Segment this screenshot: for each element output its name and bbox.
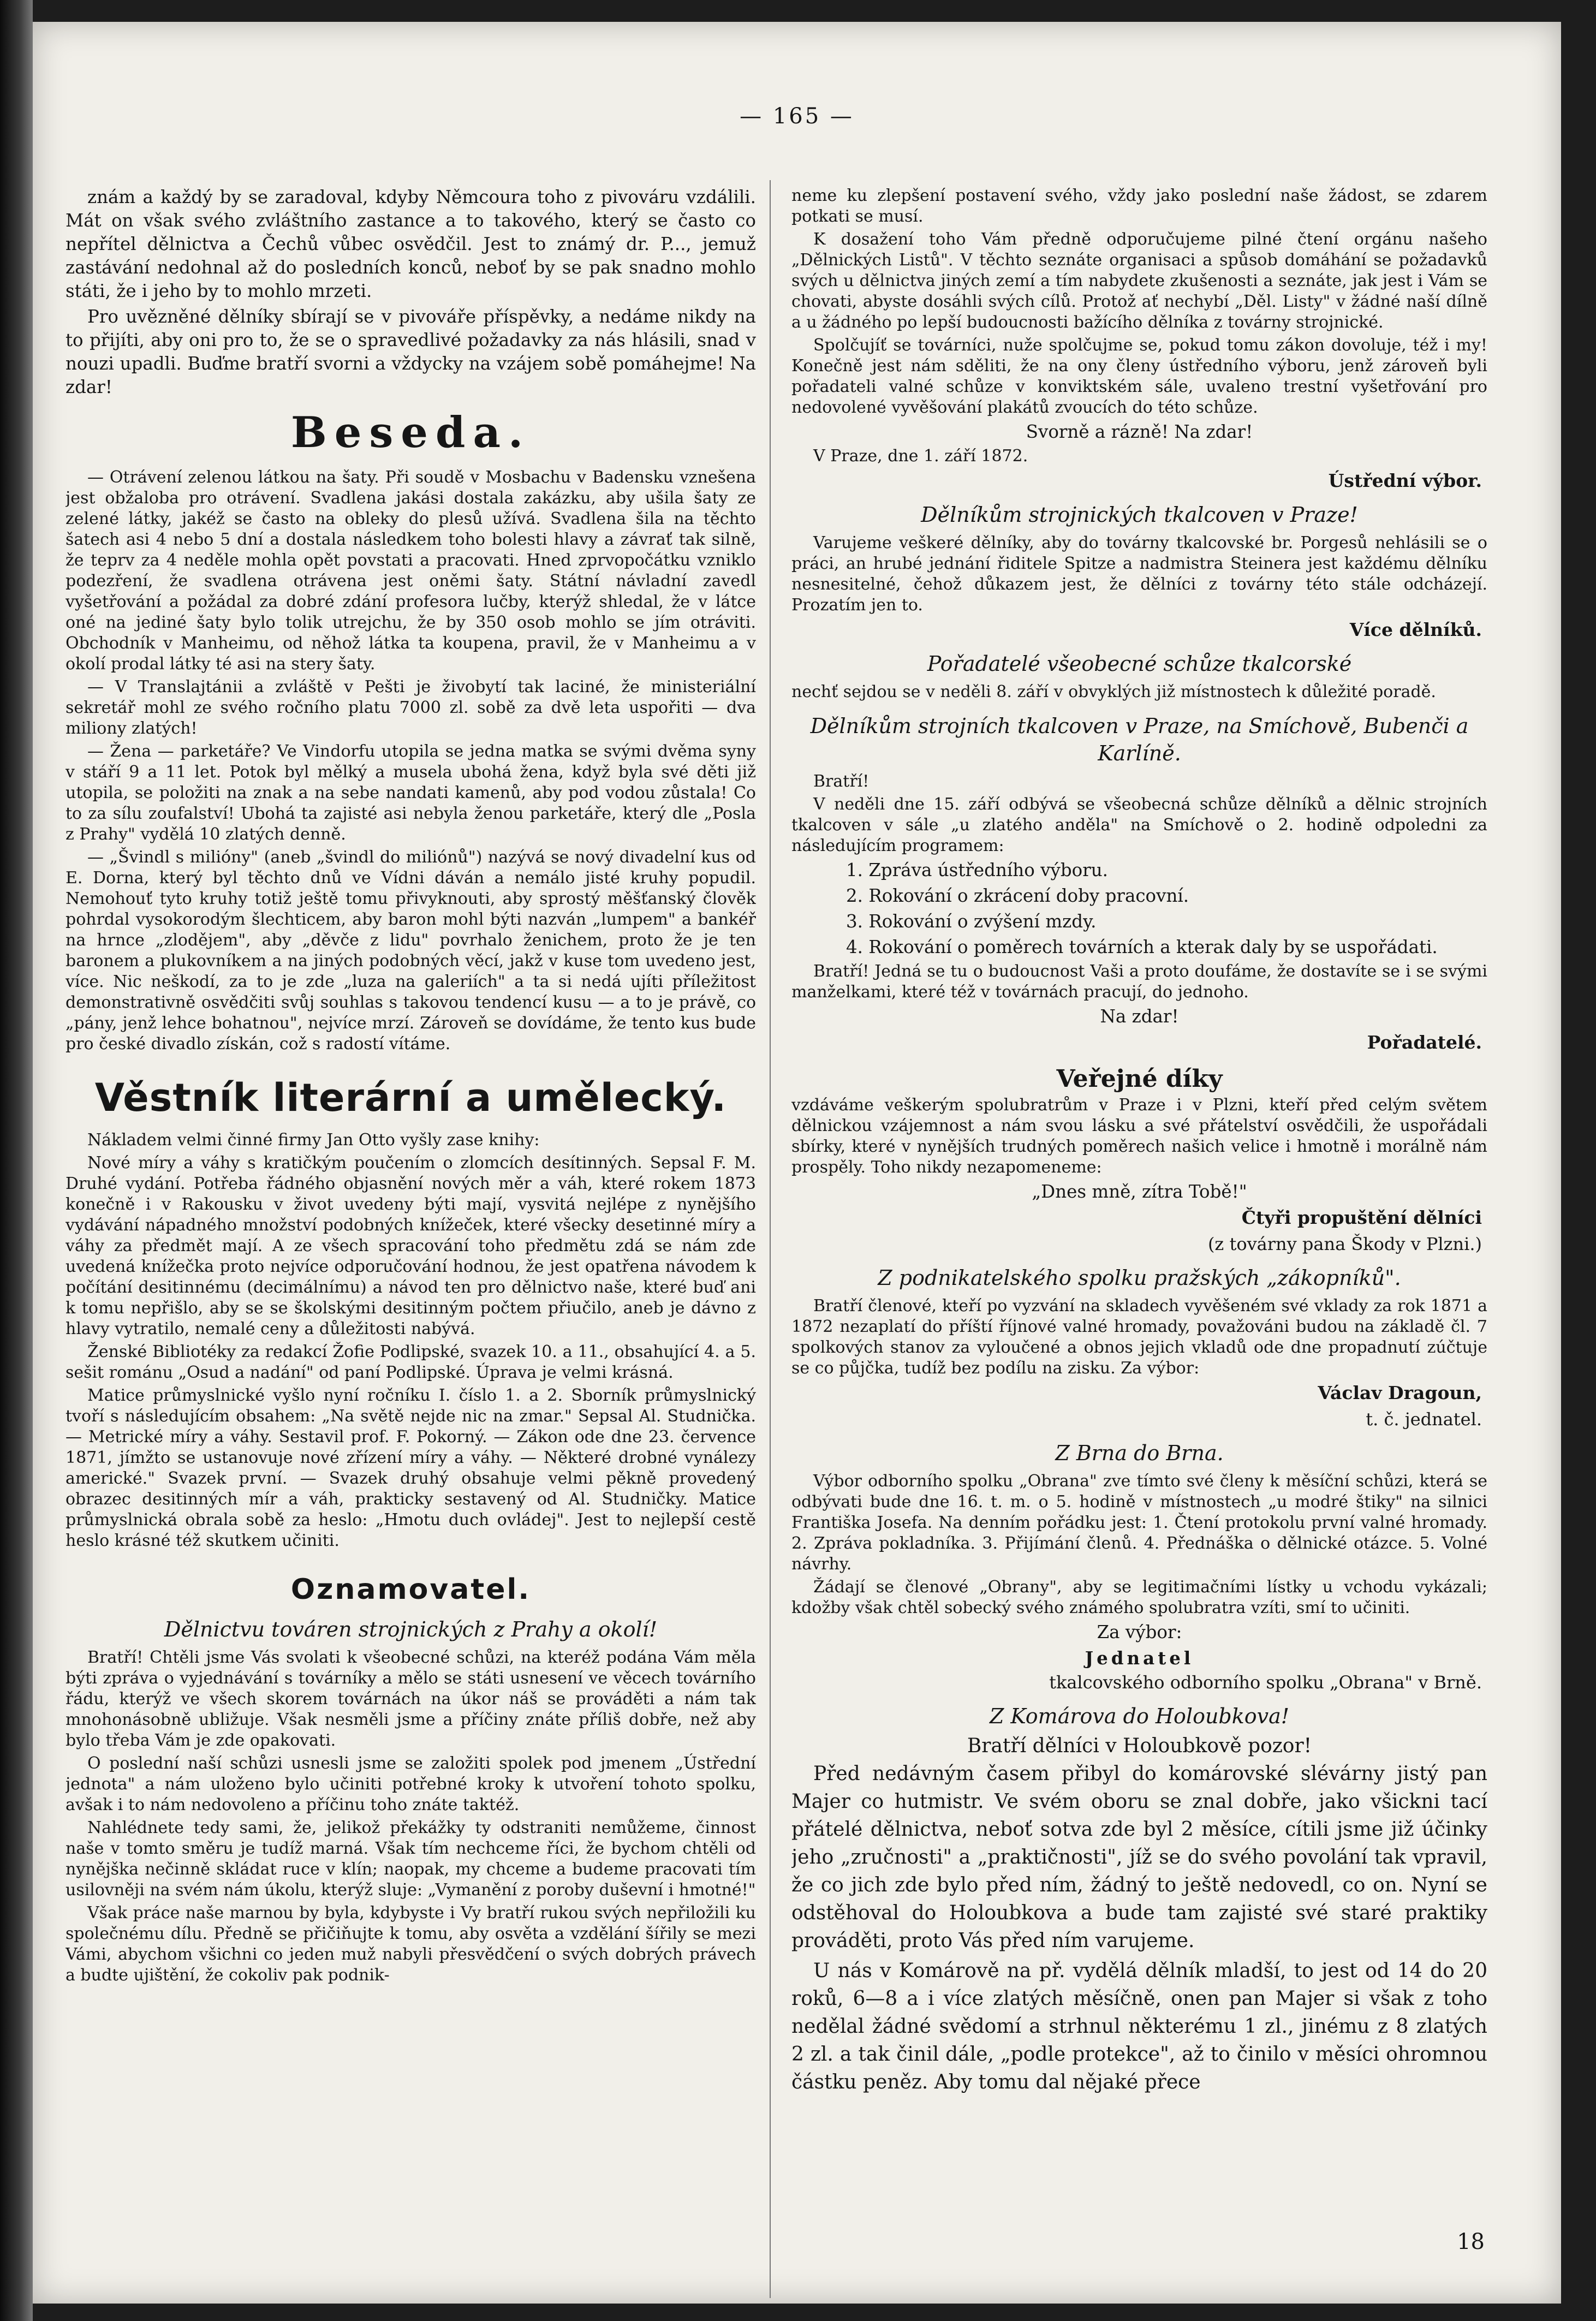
vestnik-heading: Věstník literární a umělecký.	[94, 1075, 727, 1120]
beseda-item: — Otrávení zelenou látkou na šaty. Při soudě v Mosbachu v Badensku vznešena jest obžaloba pro otrávení. Svadlena jakási dostala zakázku, aby ušila šaty ze zelené látky, jakéž se často na obleky do plesů užívá. Svadlena šila na těchto šatech asi 4 nebo 5 dní a dostala následkem toho bolesti hlavy a závrať tak silně, že teprv za 4 neděle mohla opět povstati a pracovati. Hned zprvopočátku vzniklo podezření, že svadlena otrávena jest oněmi šaty. Státní návladní zavedl vyšetřování a požádal za dobré zdání profesora lučby, kterýž shledal, že v látce oné na jediné šaty bylo tolik utrejchu, že by 350 osob mohlo se jím otráviti. Obchodník v Manheimu, od něhož látka ta koupena, pravil, že v Manheimu a v okolí prodal látky té asi na stery šaty.	[65, 468, 756, 674]
smichov-paragraph: Bratří! Jedná se tu o budoucnost Vaši a proto doufáme, že dostavíte se i se svými manželkami, které též v továrnách pracují, do jednoho.	[791, 962, 1487, 1002]
brno-paragraph: Žádají se členové „Obrany", aby se legitimačními lístky u vchodu vykázali; kdožby však chtěl sobecký svého známého spolubratra vzíti, smí to učiniti.	[791, 1578, 1487, 1617]
continuation-paragraph: neme ku zlepšení postavení svého, vždy jako poslední naše žádost, se zdarem potkati se musí.	[791, 186, 1487, 226]
intro-paragraph: Pro uvězněné dělníky sbírají se v pivováře příspěvky, a nedáme nikdy na to přijíti, aby oni pro to, že se o spravedlivé požadavky za nás hlásili, snad v nouzi upadli. Buďme bratří svorni a vždycky na vzájem sobě pomáhejme! Na zdar!	[65, 306, 756, 397]
continuation-paragraph: K dosažení toho Vám předně odporučujeme pilné čtení orgánu našeho „Dělnických Listů". V těchto seznáte organisaci a spůsob domáhání se požadavků svých u dělnictva jiných zemí a tím nabydete zkušenosti a seznáte, jak jest i Vám se chovati, abyste dosáhli svých cílů. Protož ať nechybí „Děl. Listy" v žádné naší dílně a u žádného po lepší budoucnosti bažícího dělníka z továrny strojnické.	[791, 230, 1487, 332]
page-number: — 165 —	[740, 104, 854, 129]
oznamovatel-paragraph: Nahlédnete tedy sami, že, jelikož překážky ty odstraniti nemůžeme, činnost naše v tomto směru je tudíž marná. Však tím nechceme říci, že bychom chtěli od nynějška nečinně skládat ruce v klín; naopak, my chceme a budeme pracovati tím usilovněji na svém nám úkolu, kterýž sluje: „Vymanění z poroby duševní i hmotné!"	[65, 1818, 756, 1900]
signature: Jednatel	[1085, 1647, 1194, 1669]
smichov-subheading: Dělníkům strojních tkalcoven v Praze, na Smíchově, Bubenči a Karlíně.	[810, 714, 1469, 765]
signature-note: tkalcovského odborního spolku „Obrana" v Brně.	[1049, 1672, 1482, 1693]
oznamovatel-paragraph: Však práce naše marnou by byla, kdybyste i Vy bratří rukou svých nepřiložili ku společnému dílu. Předně se přičiňujte k tomu, aby osvěta a vzdělání šířily se mezi Vámi, abychom všichni co jeden muž nabyli přesvědčení o svých dobrých právech a budte ujištění, že cokoliv pak podnik-	[65, 1903, 756, 1985]
beseda-item: — Žena — parketáře? Ve Vindorfu utopila se jedna matka se svými dvěma syny v stáří 9 a 11 let. Potok byl mělký a musela ubohá žena, když byla své děti již utopila, se položiti na znak a na sebe nandati kamenů, aby pod vodou zůstala! Co to za sílu zoufalství! Ubohá ta zajisté asi nebyla ženou parketáře, který dle „Posla z Prahy" vydělá 10 zlatých denně.	[65, 742, 756, 844]
program-item: 4. Rokování o poměrech továrních a kterak daly by se uspořádati.	[846, 937, 1438, 957]
verejne-heading: Veřejné díky	[1056, 1065, 1223, 1093]
beseda-heading: Beseda.	[290, 408, 531, 457]
oznamovatel-heading: Oznamovatel.	[290, 1573, 531, 1606]
verejne-paragraph: vzdáváme veškerým spolubratrům v Praze i v Plzni, kteří před celým světem dělnickou vzájemnost a nám svou lásku a své přátelství osvědčili, že uspořádali sbírky, které v nynějších trudných poměrech našich velice i hmotně i morálně nám prospěly. Toho nikdy nezapomeneme:	[791, 1096, 1487, 1177]
sheet-number: 18	[1457, 2229, 1485, 2254]
signature: Čtyři propuštění dělníci	[1241, 1207, 1482, 1228]
committee-line: Za výbor:	[1097, 1622, 1182, 1642]
program-item: 2. Rokování o zkrácení doby pracovní.	[846, 885, 1189, 906]
vestnik-item: Nákladem velmi činné firmy Jan Otto vyšly zase knihy:	[87, 1130, 540, 1150]
program-item: 3. Rokování o zvýšení mzdy.	[846, 911, 1097, 932]
book-binding	[0, 0, 33, 2321]
left-column	[65, 186, 756, 1988]
vestnik-item: Matice průmyslnické vyšlo nyní ročníku I. číslo 1. a 2. Sborník průmyslnický tvoří s následujícím obsahem: „Na světě nejde nic na zmar." Sepsal Al. Studnička. — Metrické míry a váhy. Sestavil prof. F. Pokorný. — Zákon ode dne 23. července 1871, jímžto se ustanovuje nové zřízení míry a váhy. — Některé drobné vynálezy americké." Svazek první. — Svazek druhý obsahuje velmi pěkně provedený obrazec desitinných mír a váh, prakticky sestavený od Al. Studničky. Matice průmyslnická obrala sobě za heslo: „Hmotu duch ovládej". Jest to nejlepší cestě heslo krásné též skutkem učiniti.	[65, 1386, 756, 1550]
signature-note: t. č. jednatel.	[1366, 1409, 1482, 1430]
porges-subheading: Dělníkům strojnických tkalcoven v Praze!	[921, 503, 1358, 527]
zakopnik-subheading: Z podnikatelského spolku pražských „zákopníků".	[878, 1266, 1401, 1290]
komarov-subheading: Z Komárova do Holoubkova!	[989, 1704, 1290, 1728]
continuation-paragraph: Spolčujíť se továrníci, nuže spolčujme se, pokud tomu zákon dovoluje, též i my! Konečně jest nám sděliti, že na ony členy ústředního výboru, jenž zároveň byli pořadateli valné schůze v konviktském sále, uvaleno trestní vyšetřování pro nedovolené vyvěšování plakátů zvoucích do této schůze.	[791, 336, 1487, 417]
poradatele-paragraph: nechť sejdou se v neděli 8. září v obvyklých již místnostech k důležité poradě.	[791, 682, 1436, 701]
program-item: 1. Zpráva ústředního výboru.	[846, 860, 1108, 880]
quote-line: „Dnes mně, zítra Tobě!"	[1032, 1181, 1247, 1202]
komarov-greeting: Bratří dělníci v Holoubkově pozor!	[967, 1735, 1312, 1757]
porges-paragraph: Varujeme veškeré dělníky, aby do továrny tkalcovské br. Porgesů nehlásili se o práci, an hrubé jednání řiditele Spitze a nadmistra Steinera jest každému dělníku nesnesitelné, čehož důkazem jest, že dělníci z továrny této stále odcházejí. Prozatím jen to.	[791, 533, 1487, 615]
zakopnik-paragraph: Bratří členové, kteří po vyzvání na skladech vyvěšeném své vklady za rok 1871 a 1872 nezaplatí do příští říjnové valné hromady, považováni budou na základě čl. 7 spolkových stanov za vyloučené a obnos jejich vkladů ode dne propadnutí zúčtuje se co půjčka, tudíž bez podílu na zisku. Za výbor:	[791, 1296, 1487, 1378]
oznamovatel-subheading: Dělnictvu továren strojnických z Prahy a okolí!	[164, 1617, 658, 1641]
poradatele-subheading: Pořadatelé všeobecné schůze tkalcorské	[927, 652, 1352, 676]
vestnik-item: Nové míry a váhy s kratičkým poučením o zlomcích desítinných. Sepsal F. M. Druhé vydání. Potřeba řádného objasnění nových měr a váh, které rokem 1873 konečně i v Rakousku v život uvedeny býti mají, vysvitá nejlépe z nynějšího vydávání nápadného množství podobných knížeček, které všecky desetinné míry a váhy za předmět mají. A ze všech spracování toho předmětu zdá se nám zde uvedená knížečka proto nejvíce odporučování hodnou, že jest opatřena návodem k počítání desitinnému (decimálnímu) a návod ten pro dělnictvo naše, které buď ani k tomu nepřišlo, aby se se školskými desitinným počtem přiučilo, aneb je dávno z hlavy vytratilo, nemalé ceny a důležitosti nabývá.	[65, 1153, 756, 1338]
komarov-paragraph: U nás v Komárově na př. vydělá dělník mladší, to jest od 14 do 20 roků, 6—8 a i více zlatých měsíčně, onen pan Majer si však z toho nedělal žádné svědomí a strhnul některému 1 zl., jinému z 8 zlatých 2 zl. a tak činil dále, „podle protekce", až to činilo v měsíci ohromnou částku peněz. Aby tomu dal nějaké přece	[791, 1960, 1487, 2093]
signature: Pořadatelé.	[1367, 1032, 1482, 1053]
signature: Ústřední výbor.	[1328, 470, 1482, 491]
komarov-paragraph: Před nedávným časem přibyl do komárovské slévárny jistý pan Majer co hutmistr. Ve svém oboru se znal dobře, jako všickni tací přátelé dělnictva, neboť sotva zde byl 2 měsíce, cítili jsme již účinky jeho „zručnosti" a „praktičnosti", jíž se do svého povolání tak vpravil, že co jich zde bylo před ním, žádný to ještě nedovedl, co on. Nyní se odstěhoval do Holoubkova a bude tam zajisté své staré praktiky prováděti, proto Vás před ním varujeme.	[791, 1763, 1487, 1952]
date-line: V Praze, dne 1. září 1872.	[813, 447, 1028, 466]
oznamovatel-paragraph: Bratří! Chtěli jsme Vás svolati k všeobecné schůzi, na kteréž podána Vám měla býti zpráva o vyjednávání s továrníky a mělo se státi usnesení ve věcech továrního řádu, kterýž ve všech skorem továrnách na úkor náš se prováděti a nám tak mnohonásobně ubližuje. Však nesměli jsme a příčiny znáte příliš dobře, než aby bylo třeba Vám je zde opakovati.	[65, 1648, 756, 1750]
beseda-item: — V Translajtánii a zvláště v Pešti je živobytí tak laciné, že ministeriální sekretář mohl ze svého ročního platu 7000 zl. sobě za dvě leta uspořiti — dva miliony zlatých!	[65, 677, 756, 738]
vestnik-item: Ženské Bibliotéky za redakcí Žofie Podlipské, svazek 10. a 11., obsahující 4. a 5. sešit románu „Osud a nadání" od paní Podlipské. Úprava je velmi krásná.	[65, 1342, 756, 1382]
column-rule	[770, 180, 771, 2298]
closing-line: Svorně a rázně! Na zdar!	[1026, 421, 1253, 442]
intro-paragraph: znám a každý by se zaradoval, kdyby Němcoura toho z pivováru vzdálili. Mát on však svého zvláštního zastance a to takového, který se často co nepřítel dělnictva a Čechů vůbec osvědčil. Jest to známý dr. P..., jemuž zastávání nedohnal až do posledních konců, neboť by se pak snadno mohlo státi, že i jeho by to mohlo mrzeti.	[65, 187, 756, 301]
oznamovatel-paragraph: O poslední naší schůzi usnesli jsme se založiti spolek pod jmenem „Ústřední jednota" a nám uloženo bylo učiniti potřebné kroky k utvoření tohoto spolku, avšak i to nám nedovoleno a příčinu toho znáte taktéž.	[65, 1754, 756, 1814]
smichov-paragraph: V neděli dne 15. září odbývá se všeobecná schůze dělníků a dělnic strojních tkalcoven v sále „u zlatého anděla" na Smíchově o 2. hodině odpoledni za následujícím programem:	[791, 795, 1487, 855]
signature: Více dělníků.	[1349, 619, 1482, 640]
signature: Václav Dragoun,	[1318, 1382, 1482, 1403]
right-column	[791, 186, 1487, 2098]
greeting: Bratří!	[813, 772, 870, 791]
closing-line: Na zdar!	[1100, 1006, 1179, 1027]
newspaper-page	[33, 22, 1561, 2304]
brno-subheading: Z Brna do Brna.	[1055, 1441, 1224, 1465]
brno-paragraph: Výbor odborního spolku „Obrana" zve tímto své členy k měsíční schůzi, která se odbývati bude dne 16. t. m. o 5. hodině v místnostech „u modré štiky" na silnici Františka Josefa. Na denním pořádku jest: 1. Čtení protokolu první valné hromady. 2. Zpráva pokladníka. 3. Přijímání členů. 4. Přednáška o dělnické otázce. 5. Volné návrhy.	[791, 1472, 1487, 1574]
beseda-item: — „Švindl s milióny" (aneb „švindl do miliónů") nazývá se nový divadelní kus od E. Dorna, který byl těchto dnů ve Vídni dáván a nemálo jisté kruhy popudil. Nemohouť tyto kruhy totiž ještě tomu přivyknouti, aby sprostý měšťanský člověk pohrdal vysokorodým šlechticem, aby baron mohl býti nazván „lumpem" a bankéř na hrnce „zlodějem", aby „děvče z lidu" povrhalo ženichem, proto že je ten baronem a plukovníkem a na jiných podobných věcí, jakž v kuse tom uvedeno jest, více. Nic neškodí, za to je zde „luza na galeriích" a ta si nedá ujíti příležitost demonstrativně osvědčiti svůj souhlas s takovou tendencí kusu — a to je právě, co „pány, jenž lehce bohatnou", nejvíce mrzí. Zároveň se dovídáme, že tento kus bude pro české divadlo získán, což s radostí vítáme.	[65, 848, 756, 1054]
signature-note: (z továrny pana Škody v Plzni.)	[1207, 1234, 1482, 1254]
